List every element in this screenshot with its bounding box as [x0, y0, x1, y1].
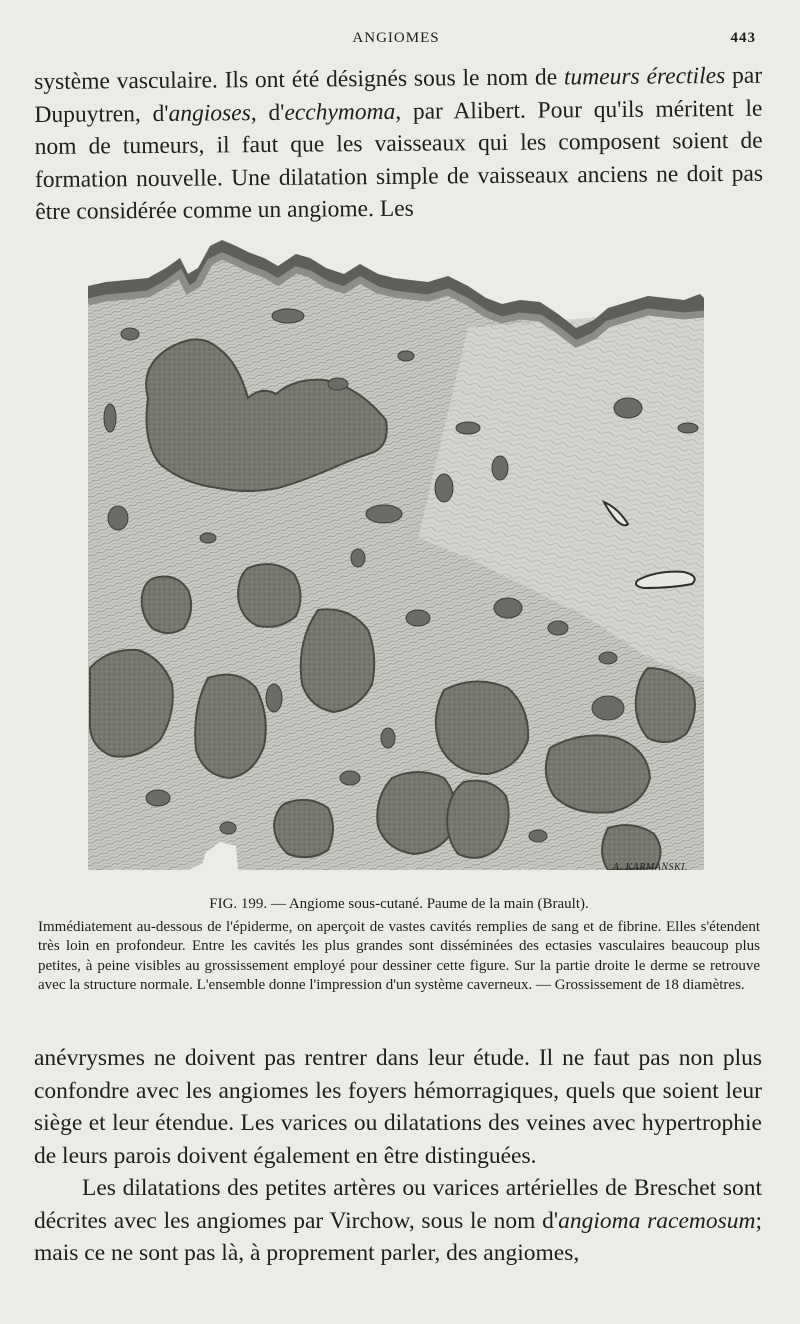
text-run: ; mais ce ne sont pas là, à proprement parler, des angiomes,: [34, 1207, 762, 1266]
running-header: [36, 30, 756, 56]
running-title: ANGIOMES: [352, 30, 440, 46]
caption-title: FIG. 199. — Angiome sous-cutané. Paume de la main (Brault).: [209, 896, 589, 912]
italic-term: ecchymoma: [284, 98, 396, 126]
text-run: d': [268, 99, 285, 126]
paragraph: [34, 1172, 762, 1270]
paragraph: anévrysmes ne doivent pas rentrer dans leur étude. Il ne faut pas non plus confondre avec les angiomes les foyers hémorragiques, quels que soient leur siège et leur étendue. Les varices ou dilatations des veines avec hypertrophie de leurs parois doivent également en être distinguées.: [34, 1045, 762, 1169]
figure-caption: [38, 895, 760, 996]
bottom-text: [34, 1042, 762, 1270]
histology-illustration: [88, 238, 704, 870]
text-run: d': [152, 100, 169, 127]
paragraph: [34, 60, 763, 229]
histology-figure: [88, 238, 704, 870]
italic-term: tumeurs érectiles: [563, 62, 726, 91]
caption-body: Immédiatement au-dessous de l'épiderme, on aperçoit de vastes cavités remplies de sang et de fibrine. Elles s'étendent très loin en profondeur. Entre les cavités les plus grandes sont disséminées des ectasies vasculaires beaucoup plus petites, à peine visibles au grossissement employé pour dessiner cette figure. Sur la partie droite le derme se retrouve avec la structure normale. L'ensemble donne l'impression d'un système caverneux. — Grossissement de 18 diamètres.: [38, 918, 760, 993]
italic-term: angioma racemosum: [558, 1207, 756, 1234]
text-run: , par Alibert. Pour qu'ils méritent le nom de tumeurs, il faut que les vaisseaux qui les composent soient de formation nouvelle. Une dilatation simple de vaisseaux anciens ne doit pas être considérée comme un angiome. Les: [34, 95, 764, 225]
page-number: 443: [730, 30, 756, 46]
text-run: Les dilatations des petites artères ou varices artérielles de Breschet sont décrites avec les angiomes par Virchow, sous le nom: [34, 1175, 762, 1234]
top-paragraph: [34, 60, 763, 229]
text-run: par Dupuytren,: [34, 62, 763, 128]
text-run: d': [542, 1207, 559, 1234]
italic-term: angioses: [168, 99, 251, 127]
text-run: ,: [250, 99, 269, 126]
text-run: système vasculaire. Ils ont été désignés sous le nom de: [34, 64, 565, 95]
artist-signature: A. KARMANSKI.: [612, 862, 688, 873]
